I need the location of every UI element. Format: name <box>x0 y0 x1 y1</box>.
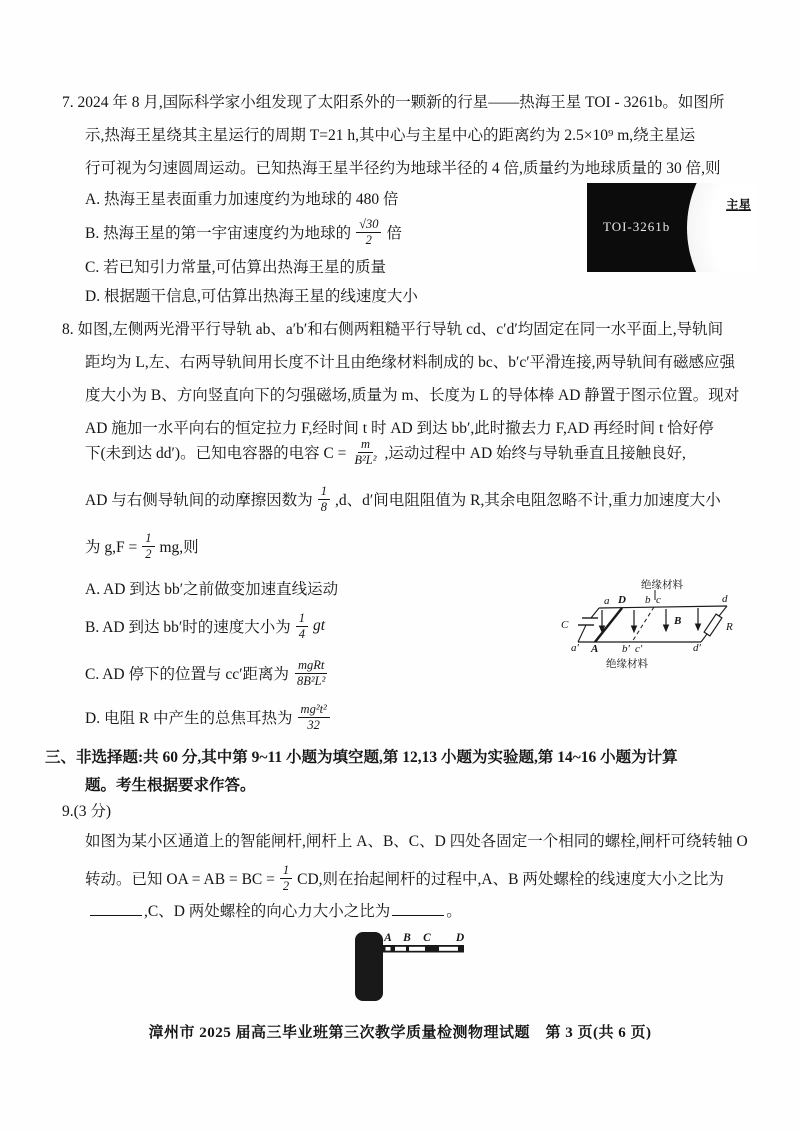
q9-line-2-post: CD,则在抬起闸杆的过程中,A、B 两处螺栓的线速度大小之比为 <box>297 871 724 888</box>
q8-line-6 <box>85 479 721 519</box>
capacitor-label: C <box>561 619 569 631</box>
fraction-denominator: 4 <box>298 626 306 641</box>
rod-AD <box>595 608 622 642</box>
q8-option-b <box>85 606 325 646</box>
q9-line-3-text: ,C、D 两处螺栓的向心力大小之比为 <box>144 903 391 920</box>
fraction-denominator: 8B²L² <box>297 673 326 688</box>
q8-line-7-pre: 为 g,F = <box>85 539 138 556</box>
point-d: d <box>722 593 728 605</box>
q8-line-6-pre: AD 与右侧导轨间的动摩擦因数为 <box>85 492 313 509</box>
q9-line-2 <box>85 858 724 898</box>
q7-option-d: D. 根据题干信息,可估算出热海王星的线速度大小 <box>85 288 418 305</box>
answer-blank-1 <box>90 901 142 916</box>
q8-line-6-post: ,d、d′间电阻阻值为 R,其余电阻忽略不计,重力加速度大小 <box>335 492 721 509</box>
q9-line-1: 如图为某小区通道上的智能闸杆,闸杆上 A、B、C、D 四处各固定一个相同的螺栓,闸杆可绕转轴 O <box>85 833 748 850</box>
fraction-numerator: 1 <box>142 531 154 547</box>
fraction-numerator: 1 <box>318 484 330 500</box>
q8-option-d <box>85 697 335 737</box>
fraction-denominator: 2 <box>282 878 290 893</box>
q9-line-3 <box>88 901 462 922</box>
point-D: D <box>618 594 626 606</box>
q7-option-a: A. 热海王星表面重力加速度约为地球的 480 倍 <box>85 191 399 208</box>
planet-name-label: TOI-3261b <box>603 219 671 234</box>
q7-line-3: 行可视为匀速圆周运动。已知热海王星半径约为地球半径的 4 倍,质量约为地球质量的 30 倍,则 <box>85 160 721 177</box>
fraction-numerator: 1 <box>296 611 308 627</box>
fraction-capacitance <box>351 437 379 468</box>
fraction-denominator: 8 <box>320 499 328 514</box>
point-c-prime: c′ <box>635 643 643 655</box>
q9-number: 9.(3 分) <box>62 803 112 820</box>
fraction-numerator: m <box>358 437 373 453</box>
q8-option-b-suffix: gt <box>313 617 326 634</box>
q8-line-2: 距均为 L,左、右两导轨间用长度不计且由绝缘材料制成的 bc、b′c′平滑连接,两导轨间有磁感应强 <box>85 354 736 371</box>
fraction-numerator: 1 <box>280 863 292 879</box>
point-b-prime: b′ <box>622 643 630 655</box>
point-c: c <box>656 594 661 606</box>
fraction-denominator: 32 <box>307 717 320 732</box>
fraction-one-half-CD <box>280 863 292 894</box>
q8-line-3: 度大小为 B、方向竖直向下的匀强磁场,质量为 m、长度为 L 的导体棒 AD 静置于图示位置。现对 <box>85 387 740 404</box>
fraction-denominator: B²L² <box>354 452 377 467</box>
q7-figure-exoplanet <box>587 183 757 272</box>
point-a-prime: a′ <box>571 642 579 654</box>
q9-line-2-pre: 转动。已知 OA = AB = BC = <box>85 871 275 888</box>
fraction-one-eighth <box>318 484 330 515</box>
resistor-label: R <box>726 621 733 633</box>
q8-option-a: A. AD 到达 bb′之前做变加速直线运动 <box>85 581 339 598</box>
q7-line-1: 7. 2024 年 8 月,国际科学家小组发现了太阳系外的一颗新的行星——热海王星 TOI - 3261b。如图所 <box>62 94 725 111</box>
page-footer: 漳州市 2025 届高三毕业班第三次教学质量检测物理试题 第 3 页(共 6 页) <box>148 1025 652 1041</box>
q8-option-b-text: B. AD 到达 bb′时的速度大小为 <box>85 619 291 636</box>
fraction-joule-heat <box>298 702 330 733</box>
q8-line-5-pre: 下(未到达 dd′)。已知电容器的电容 C = <box>85 445 347 462</box>
q8-figure-rail-diagram <box>555 566 800 681</box>
bolt-label-A: A <box>384 932 392 944</box>
point-A: A <box>591 643 599 655</box>
fraction-mgRt <box>294 658 328 689</box>
field-label: B <box>674 615 682 627</box>
fraction-denominator: 2 <box>145 546 152 561</box>
q7-option-b <box>85 212 402 252</box>
fraction-numerator: √30 <box>356 217 381 233</box>
q9-figure-barrier-gate <box>345 928 475 1013</box>
bolt-label-C: C <box>423 932 431 944</box>
insulator-top-label: 绝缘材料 <box>641 580 683 591</box>
answer-blank-2 <box>392 901 444 916</box>
barrier-post <box>355 932 383 1001</box>
q7-option-c: C. 若已知引力常量,可估算出热海王星的质量 <box>85 259 386 276</box>
q8-line-4: AD 施加一水平向右的恒定拉力 F,经时间 t 时 AD 到达 bb′,此时撤去力 F,AD 再经时间 t 恰好停 <box>85 420 714 437</box>
fraction-one-half <box>142 531 154 562</box>
point-b: b <box>645 594 651 606</box>
q8-line-5-post: ,运动过程中 AD 始终与导轨垂直且接触良好, <box>384 445 686 462</box>
section3-header-line-2: 题。考生根据要求作答。 <box>85 777 256 794</box>
q8-option-d-text: D. 电阻 R 中产生的总焦耳热为 <box>85 710 293 727</box>
fraction-denominator: 2 <box>365 232 372 247</box>
q8-line-7-post: mg,则 <box>159 539 199 556</box>
q7-option-b-suffix: 倍 <box>386 225 402 242</box>
insulator-bottom-label: 绝缘材料 <box>606 659 648 670</box>
fraction-numerator: mgRt <box>295 658 327 674</box>
bolt-label-D: D <box>455 932 465 944</box>
fraction-one-quarter <box>296 611 308 642</box>
q8-line-7 <box>85 526 199 566</box>
bolt-label-B: B <box>403 932 411 944</box>
q8-line-1: 8. 如图,左侧两光滑平行导轨 ab、a′b′和右侧两粗糙平行导轨 cd、c′d′均固定在同一水平面上,导轨间 <box>62 321 724 338</box>
host-star-label: 主星 <box>725 198 751 212</box>
q8-option-c <box>85 653 333 693</box>
point-a: a <box>604 595 610 607</box>
fraction-numerator: mg²t² <box>298 702 330 718</box>
fraction-sqrt30-over-2 <box>356 217 381 248</box>
q9-line-3-end: 。 <box>446 903 462 920</box>
section3-header-line-1: 三、非选择题:共 60 分,其中第 9~11 小题为填空题,第 12,13 小题为实验题,第 14~16 小题为计算 <box>45 749 678 766</box>
q8-line-5 <box>85 432 686 472</box>
q7-line-2: 示,热海王星绕其主星运行的周期 T=21 h,其中心与主星中心的距离约为 2.5×10⁹ m,绕主星运 <box>85 127 696 144</box>
q8-option-c-text: C. AD 停下的位置与 cc′距离为 <box>85 666 290 683</box>
point-d-prime: d′ <box>693 642 701 654</box>
q7-option-b-text: B. 热海王星的第一宇宙速度约为地球的 <box>85 225 352 242</box>
